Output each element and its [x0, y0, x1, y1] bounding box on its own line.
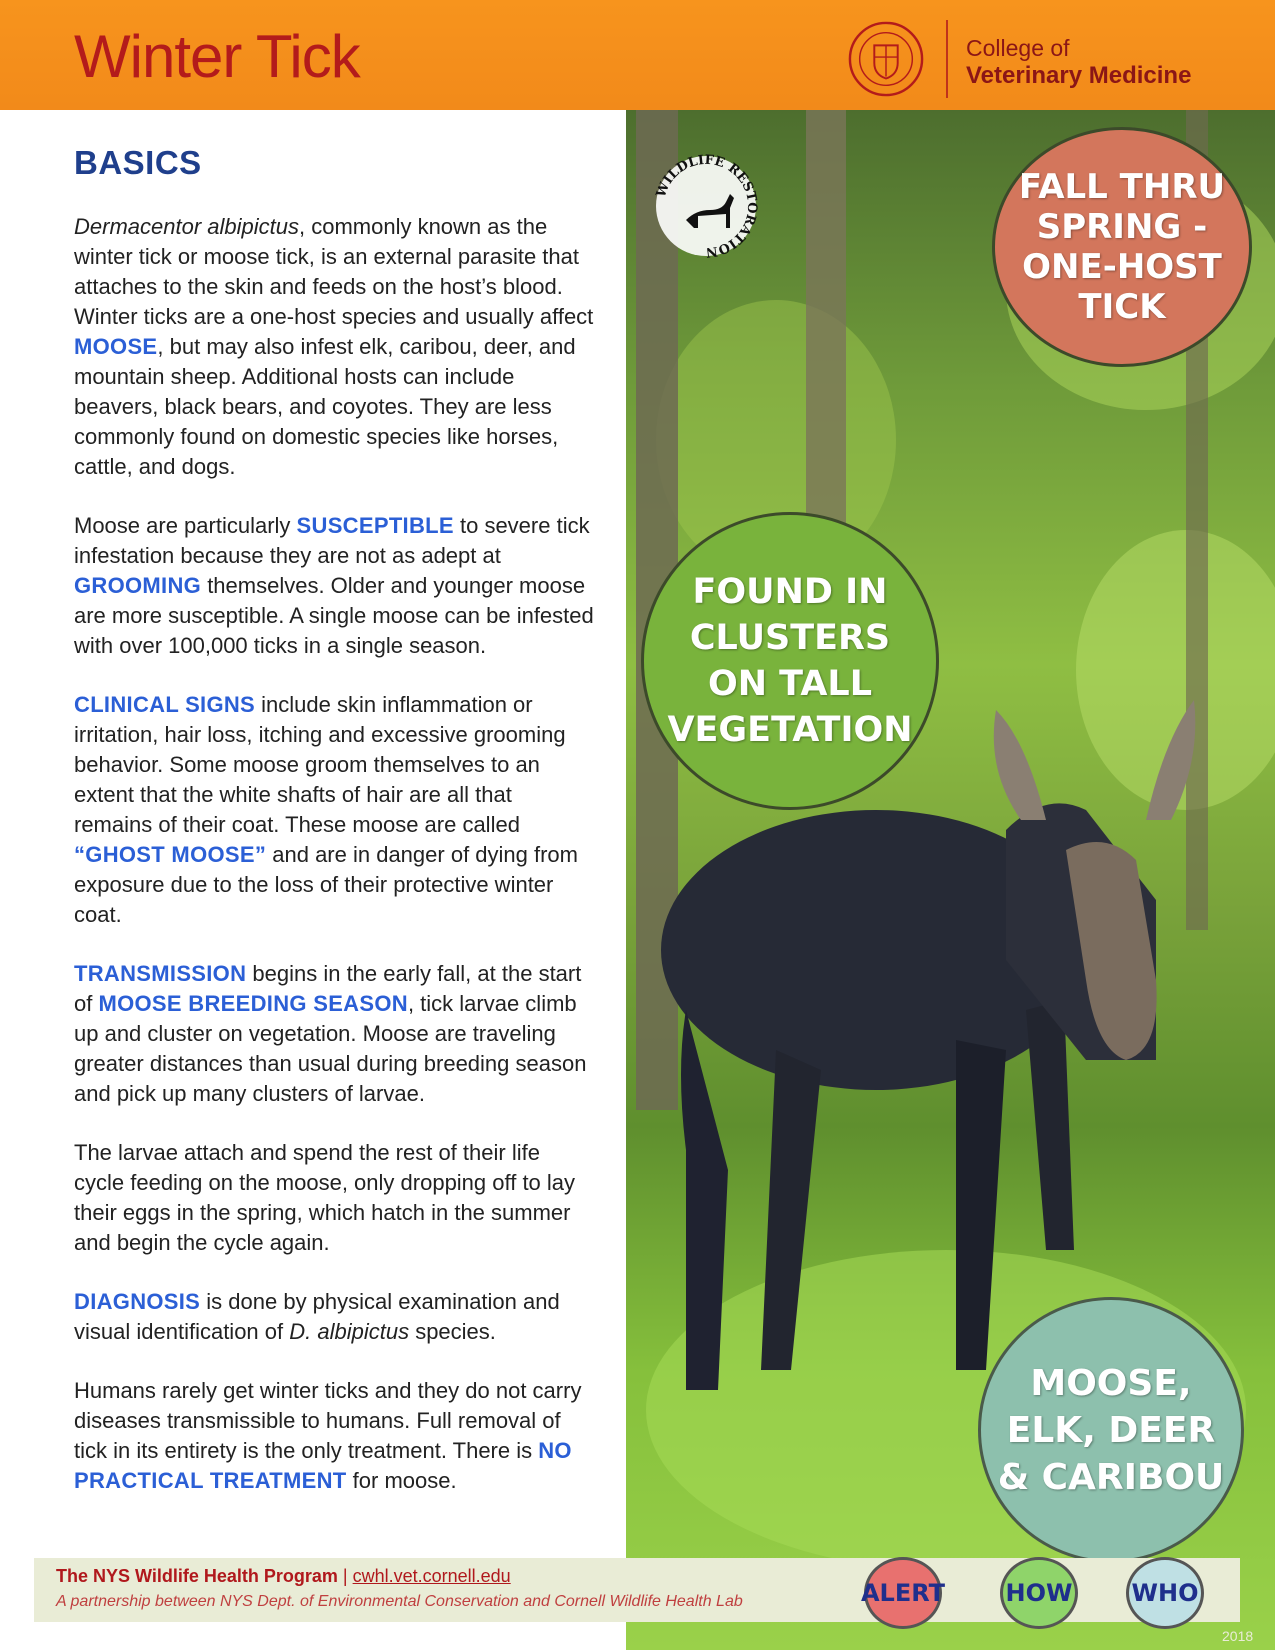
text: begins in the early fall, at the start of: [74, 961, 582, 1016]
text: for moose.: [346, 1468, 457, 1493]
how-label: HOW: [1005, 1579, 1073, 1607]
keyword-clinical-signs: CLINICAL SIGNS: [74, 692, 256, 717]
text: and are in danger of dying from exposure due to the loss of their protective winter coat.: [74, 842, 578, 927]
basics-heading: BASICS: [74, 144, 202, 181]
wildlife-restoration-logo: [650, 150, 762, 262]
badge-found-in-clusters: [641, 512, 939, 810]
program-url-link[interactable]: cwhl.vet.cornell.edu: [352, 1566, 511, 1586]
partnership-text: A partnership between NYS Dept. of Environmental Conservation and Cornell Wildlife Health Lab: [56, 1593, 743, 1610]
page-title: Winter Tick: [74, 23, 360, 90]
badge-hosts-text: MOOSE, ELK, DEER & CARIBOU: [997, 1362, 1225, 1498]
keyword-grooming: GROOMING: [74, 573, 202, 598]
college-line-2: Veterinary Medicine: [966, 62, 1192, 89]
text: , tick larvae climb up and cluster on vegetation. Moose are traveling greater distances than usual during breeding season and pick up many clusters of larvae.: [74, 991, 587, 1106]
how-button[interactable]: [1000, 1557, 1078, 1629]
text: , but may also infest elk, caribou, deer, and mountain sheep. Additional hosts can include beavers, black bears, and coyotes. They are less commonly found on domestic species like horses, cattle, and dogs.: [74, 334, 576, 479]
text: Humans rarely get winter ticks and they do not carry diseases transmissible to humans. Full removal of tick in its entirety is the only treatment. There is: [74, 1378, 582, 1463]
year-label: 2018: [1222, 1628, 1254, 1644]
text: include skin inflammation or irritation, hair loss, itching and excessive grooming behavior. Some moose groom themselves to an extent that the white shafts of hair are all that remains of their coat. These moose are called: [74, 692, 566, 837]
paragraph-diagnosis: [74, 1287, 596, 1347]
wildlife-restoration-text: WILDLIFE RESTORATION: [653, 152, 760, 260]
paragraph-clinical-signs: [74, 690, 596, 930]
header-divider: [946, 20, 948, 98]
paragraph-susceptible: [74, 511, 596, 661]
species-name: Dermacentor albipictus: [74, 214, 299, 239]
college-name: [966, 34, 1191, 90]
text: , commonly known as the winter tick or moose tick, is an external parasite that attaches to the skin and feeds on the host’s blood. Winter ticks are a one-host species and usually affect: [74, 214, 594, 329]
paragraph-intro: [74, 212, 596, 482]
text: Moose are particularly: [74, 513, 297, 538]
species-abbrev: D. albipictus: [289, 1319, 410, 1344]
alert-label: ALERT: [860, 1579, 946, 1607]
alert-button[interactable]: [860, 1557, 946, 1629]
basics-section: [74, 144, 596, 1525]
text: The larvae attach and spend the rest of their life cycle feeding on the moose, only dropping off to lay their eggs in the spring, which hatch in the summer and begin the cycle again.: [74, 1140, 576, 1255]
keyword-diagnosis: DIAGNOSIS: [74, 1289, 201, 1314]
keyword-susceptible: SUSCEPTIBLE: [296, 513, 454, 538]
header-bar: [0, 0, 1275, 110]
footer-program-line: [56, 1566, 511, 1587]
cornell-seal-icon: [847, 20, 925, 98]
badge-hosts: [978, 1297, 1244, 1563]
badge-found-in-clusters-text: FOUND IN CLUSTERS ON TALL VEGETATION: [667, 572, 913, 750]
paragraph-humans: [74, 1376, 596, 1496]
text: to severe tick infestation because they are not as adept at: [74, 513, 590, 568]
who-label: WHO: [1131, 1579, 1199, 1607]
text: themselves. Older and younger moose are more susceptible. A single moose can be infested with over 100,000 ticks in a single season.: [74, 573, 594, 658]
keyword-moose: MOOSE: [74, 334, 158, 359]
paragraph-transmission: [74, 959, 596, 1109]
text: species.: [409, 1319, 496, 1344]
keyword-ghost-moose: “GHOST MOOSE”: [74, 842, 267, 867]
college-line-1: College of: [966, 35, 1070, 61]
keyword-no-treatment: NO PRACTICAL TREATMENT: [74, 1438, 572, 1493]
badge-one-host-tick: [992, 127, 1252, 367]
keyword-transmission: TRANSMISSION: [74, 961, 247, 986]
paragraph-life-cycle: [74, 1138, 596, 1258]
text: is done by physical examination and visual identification of: [74, 1289, 560, 1344]
keyword-breeding-season: MOOSE BREEDING SEASON: [98, 991, 408, 1016]
program-name: The NYS Wildlife Health Program: [56, 1566, 338, 1586]
badge-one-host-tick-text: FALL THRU SPRING - ONE-HOST TICK: [1018, 167, 1226, 327]
footer-separator: |: [342, 1566, 348, 1586]
who-button[interactable]: [1126, 1557, 1204, 1629]
